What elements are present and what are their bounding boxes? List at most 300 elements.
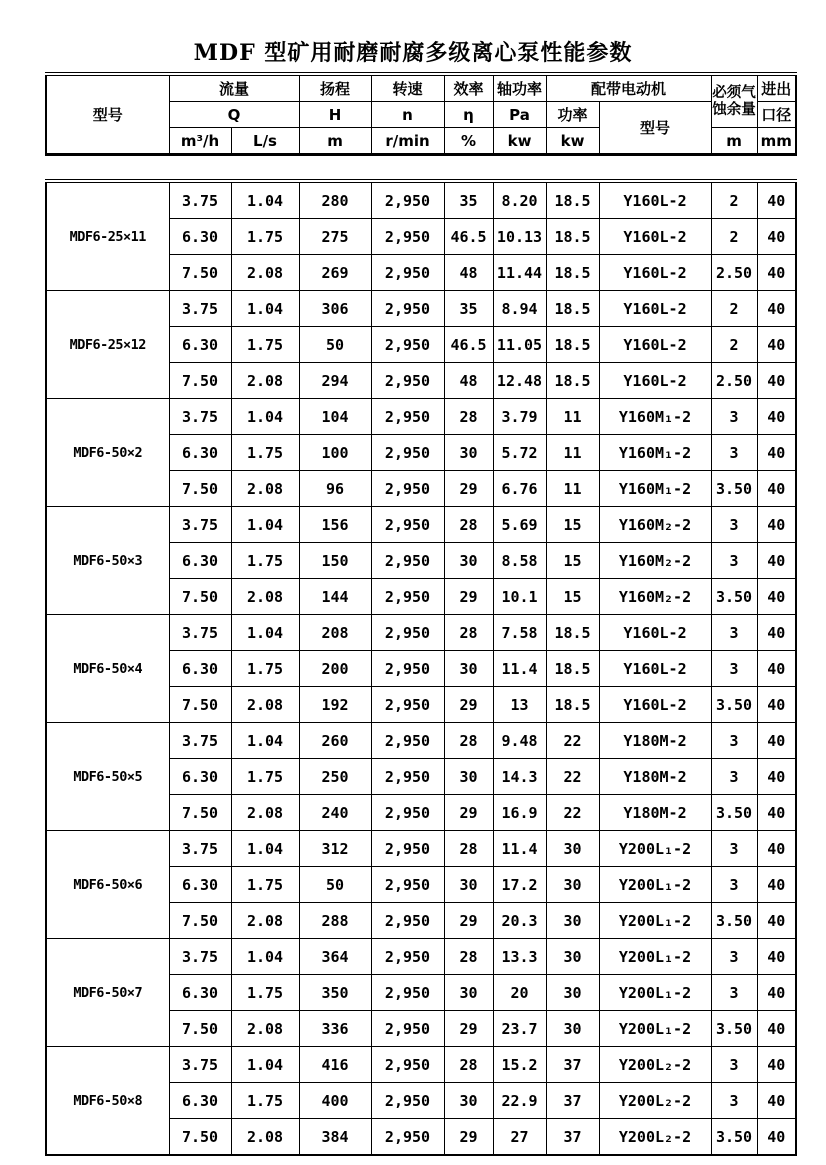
data-cell: Y200L₁-2	[599, 903, 711, 939]
data-cell: 2,950	[371, 1119, 444, 1156]
data-cell: 30	[546, 867, 599, 903]
pump-model-cell: MDF6-50×6	[46, 831, 169, 939]
data-cell: 336	[299, 1011, 371, 1047]
data-cell: 384	[299, 1119, 371, 1156]
data-cell: 28	[444, 615, 493, 651]
data-cell: Y200L₁-2	[599, 1011, 711, 1047]
data-cell: Y160M₁-2	[599, 435, 711, 471]
pump-model-cell: MDF6-50×2	[46, 399, 169, 507]
data-cell: Y160L-2	[599, 327, 711, 363]
data-cell: 40	[757, 795, 796, 831]
data-cell: 3.50	[711, 1011, 757, 1047]
header-efficiency-symbol: η	[444, 102, 493, 128]
data-cell: 2,950	[371, 291, 444, 327]
data-cell: 3.75	[169, 939, 231, 975]
data-cell: Y160M₂-2	[599, 507, 711, 543]
data-cell: 40	[757, 255, 796, 291]
data-cell: 5.72	[493, 435, 546, 471]
data-cell: Y160L-2	[599, 687, 711, 723]
data-cell: 306	[299, 291, 371, 327]
data-cell: 2.08	[231, 471, 299, 507]
data-cell: 2.08	[231, 903, 299, 939]
data-cell: 40	[757, 543, 796, 579]
data-cell: Y200L₁-2	[599, 975, 711, 1011]
data-cell: Y160L-2	[599, 651, 711, 687]
data-cell: 3	[711, 399, 757, 435]
data-cell: 3	[711, 1047, 757, 1083]
data-cell: 18.5	[546, 255, 599, 291]
data-cell: 2	[711, 327, 757, 363]
data-cell: 294	[299, 363, 371, 399]
data-cell: 7.50	[169, 255, 231, 291]
pump-model-cell: MDF6-50×5	[46, 723, 169, 831]
table-row	[46, 1047, 796, 1083]
data-cell: 3.75	[169, 291, 231, 327]
data-cell: 5.69	[493, 507, 546, 543]
data-cell: 30	[546, 903, 599, 939]
data-cell: 40	[757, 939, 796, 975]
data-cell: 7.50	[169, 1011, 231, 1047]
header-shaft-power-symbol: Pa	[493, 102, 546, 128]
data-cell: 28	[444, 939, 493, 975]
data-cell: 2.08	[231, 1011, 299, 1047]
data-cell: 2,950	[371, 651, 444, 687]
data-cell: 40	[757, 291, 796, 327]
data-cell: 3	[711, 507, 757, 543]
header-speed: 转速	[371, 74, 444, 102]
data-cell: 14.3	[493, 759, 546, 795]
data-cell: 1.75	[231, 543, 299, 579]
data-cell: 30	[546, 1011, 599, 1047]
data-cell: 17.2	[493, 867, 546, 903]
data-cell: 2,950	[371, 255, 444, 291]
data-cell: 200	[299, 651, 371, 687]
data-cell: 1.75	[231, 867, 299, 903]
data-cell: 11	[546, 471, 599, 507]
data-cell: 29	[444, 1119, 493, 1156]
data-cell: 12.48	[493, 363, 546, 399]
data-cell: 30	[444, 435, 493, 471]
data-cell: 30	[444, 1083, 493, 1119]
data-cell: 1.04	[231, 181, 299, 219]
data-cell: 2.08	[231, 579, 299, 615]
data-cell: 3.50	[711, 795, 757, 831]
data-cell: 29	[444, 795, 493, 831]
data-cell: 10.1	[493, 579, 546, 615]
data-cell: 104	[299, 399, 371, 435]
data-cell: 40	[757, 435, 796, 471]
data-cell: Y160L-2	[599, 219, 711, 255]
data-cell: 8.58	[493, 543, 546, 579]
data-cell: Y160L-2	[599, 363, 711, 399]
data-cell: 2,950	[371, 723, 444, 759]
data-cell: Y160M₁-2	[599, 471, 711, 507]
data-cell: 1.75	[231, 327, 299, 363]
table-row	[46, 291, 796, 327]
data-cell: 40	[757, 579, 796, 615]
data-cell: 7.50	[169, 1119, 231, 1156]
pump-model-cell: MDF6-50×3	[46, 507, 169, 615]
header-unit-m: m	[299, 128, 371, 155]
data-cell: 2.08	[231, 363, 299, 399]
data-cell: 1.04	[231, 507, 299, 543]
data-cell: 6.76	[493, 471, 546, 507]
data-cell: 22	[546, 723, 599, 759]
header-unit-kw-motor: kw	[546, 128, 599, 155]
data-cell: 7.58	[493, 615, 546, 651]
data-cell: 28	[444, 399, 493, 435]
data-cell: 1.04	[231, 615, 299, 651]
data-cell: 29	[444, 687, 493, 723]
data-cell: 40	[757, 1083, 796, 1119]
data-cell: 2.08	[231, 687, 299, 723]
header-flow-symbol: Q	[169, 102, 299, 128]
data-cell: 1.04	[231, 291, 299, 327]
data-cell: 2	[711, 219, 757, 255]
data-cell: Y200L₂-2	[599, 1119, 711, 1156]
data-cell: 7.50	[169, 903, 231, 939]
data-cell: 150	[299, 543, 371, 579]
data-cell: 3.79	[493, 399, 546, 435]
data-cell: 364	[299, 939, 371, 975]
data-cell: 1.75	[231, 759, 299, 795]
header-motor-power: 功率	[546, 102, 599, 128]
data-cell: 400	[299, 1083, 371, 1119]
data-cell: 20.3	[493, 903, 546, 939]
data-cell: 2,950	[371, 1083, 444, 1119]
data-cell: 2,950	[371, 1011, 444, 1047]
data-cell: 50	[299, 867, 371, 903]
data-cell: 8.20	[493, 181, 546, 219]
data-cell: 40	[757, 181, 796, 219]
data-cell: 6.30	[169, 1083, 231, 1119]
data-cell: 11	[546, 435, 599, 471]
data-cell: 29	[444, 579, 493, 615]
data-cell: 15.2	[493, 1047, 546, 1083]
data-cell: 15	[546, 507, 599, 543]
data-cell: 96	[299, 471, 371, 507]
data-cell: Y180M-2	[599, 759, 711, 795]
data-cell: 3.75	[169, 723, 231, 759]
data-cell: 3.75	[169, 831, 231, 867]
data-cell: 18.5	[546, 327, 599, 363]
header-flow: 流量	[169, 74, 299, 102]
data-cell: Y200L₂-2	[599, 1083, 711, 1119]
data-cell: 269	[299, 255, 371, 291]
pump-table-header	[45, 72, 797, 156]
data-cell: 29	[444, 1011, 493, 1047]
data-cell: 40	[757, 759, 796, 795]
data-cell: 416	[299, 1047, 371, 1083]
data-cell: Y160L-2	[599, 615, 711, 651]
data-cell: 2,950	[371, 579, 444, 615]
pump-model-cell: MDF6-50×8	[46, 1047, 169, 1156]
data-cell: 40	[757, 1011, 796, 1047]
header-npsh	[711, 74, 757, 128]
data-cell: 3.50	[711, 1119, 757, 1156]
data-cell: 40	[757, 327, 796, 363]
data-cell: 2,950	[371, 327, 444, 363]
data-cell: 3	[711, 435, 757, 471]
data-cell: 2,950	[371, 471, 444, 507]
data-cell: Y160M₂-2	[599, 579, 711, 615]
data-cell: 2	[711, 181, 757, 219]
data-cell: 2	[711, 291, 757, 327]
header-head: 扬程	[299, 74, 371, 102]
data-cell: 18.5	[546, 363, 599, 399]
data-cell: 3	[711, 831, 757, 867]
data-cell: 2,950	[371, 831, 444, 867]
data-cell: Y200L₁-2	[599, 831, 711, 867]
data-cell: 48	[444, 255, 493, 291]
data-cell: 3	[711, 939, 757, 975]
data-cell: 3	[711, 615, 757, 651]
data-cell: 1.04	[231, 723, 299, 759]
data-cell: 40	[757, 831, 796, 867]
header-unit-kw-shaft: kw	[493, 128, 546, 155]
data-cell: 37	[546, 1047, 599, 1083]
data-cell: 6.30	[169, 759, 231, 795]
header-port-line1: 进出	[757, 74, 796, 102]
header-unit-mm: mm	[757, 128, 796, 155]
header-model: 型号	[46, 74, 169, 155]
header-port-line2: 口径	[757, 102, 796, 128]
data-cell: 48	[444, 363, 493, 399]
header-unit-m3h: m³/h	[169, 128, 231, 155]
data-cell: 2,950	[371, 759, 444, 795]
data-cell: 40	[757, 363, 796, 399]
data-cell: 40	[757, 687, 796, 723]
data-cell: 2,950	[371, 219, 444, 255]
data-cell: 23.7	[493, 1011, 546, 1047]
data-cell: 40	[757, 651, 796, 687]
pump-model-cell: MDF6-25×12	[46, 291, 169, 399]
data-cell: 2,950	[371, 687, 444, 723]
data-cell: 30	[546, 831, 599, 867]
data-cell: 2.08	[231, 795, 299, 831]
data-cell: 16.9	[493, 795, 546, 831]
data-cell: 40	[757, 1119, 796, 1156]
data-cell: 1.04	[231, 939, 299, 975]
data-cell: 2.50	[711, 255, 757, 291]
data-cell: 3.50	[711, 903, 757, 939]
data-cell: 3	[711, 1083, 757, 1119]
data-cell: 192	[299, 687, 371, 723]
data-cell: Y160L-2	[599, 291, 711, 327]
data-cell: 30	[444, 975, 493, 1011]
data-cell: 9.48	[493, 723, 546, 759]
data-cell: 312	[299, 831, 371, 867]
data-cell: 2,950	[371, 181, 444, 219]
data-cell: 40	[757, 507, 796, 543]
pump-model-cell: MDF6-50×7	[46, 939, 169, 1047]
data-cell: Y160L-2	[599, 255, 711, 291]
data-cell: 18.5	[546, 651, 599, 687]
data-cell: Y180M-2	[599, 723, 711, 759]
header-unit-rmin: r/min	[371, 128, 444, 155]
data-cell: 350	[299, 975, 371, 1011]
data-cell: 11.4	[493, 651, 546, 687]
data-cell: 100	[299, 435, 371, 471]
header-head-symbol: H	[299, 102, 371, 128]
data-cell: 22	[546, 759, 599, 795]
data-cell: 28	[444, 723, 493, 759]
data-cell: 27	[493, 1119, 546, 1156]
table-row	[46, 181, 796, 219]
data-cell: 18.5	[546, 615, 599, 651]
data-cell: 40	[757, 615, 796, 651]
data-cell: 2,950	[371, 543, 444, 579]
data-cell: 6.30	[169, 651, 231, 687]
data-cell: 37	[546, 1119, 599, 1156]
data-cell: 3.50	[711, 687, 757, 723]
header-efficiency: 效率	[444, 74, 493, 102]
data-cell: 3	[711, 759, 757, 795]
data-cell: Y160M₂-2	[599, 543, 711, 579]
header-unit-percent: %	[444, 128, 493, 155]
data-cell: 6.30	[169, 435, 231, 471]
data-cell: 1.04	[231, 831, 299, 867]
data-cell: 3	[711, 723, 757, 759]
data-cell: 260	[299, 723, 371, 759]
data-cell: 15	[546, 543, 599, 579]
data-cell: 6.30	[169, 867, 231, 903]
data-cell: 1.75	[231, 435, 299, 471]
data-cell: 6.30	[169, 543, 231, 579]
data-cell: 2.50	[711, 363, 757, 399]
data-cell: 2.08	[231, 255, 299, 291]
data-cell: 1.75	[231, 651, 299, 687]
data-cell: 2,950	[371, 903, 444, 939]
header-motor-model: 型号	[599, 102, 711, 155]
data-cell: 1.04	[231, 399, 299, 435]
data-cell: 3.75	[169, 507, 231, 543]
data-cell: 3.50	[711, 471, 757, 507]
data-cell: 15	[546, 579, 599, 615]
data-cell: 3	[711, 651, 757, 687]
table-row	[46, 507, 796, 543]
data-cell: 11.4	[493, 831, 546, 867]
data-cell: 275	[299, 219, 371, 255]
data-cell: 7.50	[169, 579, 231, 615]
data-cell: 6.30	[169, 219, 231, 255]
data-cell: Y200L₂-2	[599, 1047, 711, 1083]
data-cell: 3	[711, 975, 757, 1011]
data-cell: 1.04	[231, 1047, 299, 1083]
data-cell: 1.75	[231, 1083, 299, 1119]
data-cell: 7.50	[169, 795, 231, 831]
table-row	[46, 831, 796, 867]
header-unit-npsh-m: m	[711, 128, 757, 155]
header-npsh-line1: 必须气	[712, 84, 756, 101]
data-cell: 29	[444, 471, 493, 507]
data-cell: 3.75	[169, 1047, 231, 1083]
data-cell: 20	[493, 975, 546, 1011]
data-cell: 37	[546, 1083, 599, 1119]
pump-table-body	[46, 181, 796, 1155]
data-cell: 40	[757, 903, 796, 939]
data-cell: 30	[444, 543, 493, 579]
data-cell: 11	[546, 399, 599, 435]
data-cell: 240	[299, 795, 371, 831]
data-cell: 30	[444, 651, 493, 687]
data-cell: 3.75	[169, 399, 231, 435]
data-cell: 3.75	[169, 615, 231, 651]
pump-model-cell: MDF6-50×4	[46, 615, 169, 723]
data-cell: 280	[299, 181, 371, 219]
data-cell: 22.9	[493, 1083, 546, 1119]
data-cell: 28	[444, 507, 493, 543]
header-motor: 配带电动机	[546, 74, 711, 102]
data-cell: 2.08	[231, 1119, 299, 1156]
data-cell: 156	[299, 507, 371, 543]
data-cell: 18.5	[546, 181, 599, 219]
data-cell: 35	[444, 181, 493, 219]
data-cell: 2,950	[371, 507, 444, 543]
data-cell: 144	[299, 579, 371, 615]
data-cell: 2,950	[371, 867, 444, 903]
data-cell: 2,950	[371, 975, 444, 1011]
data-cell: 40	[757, 1047, 796, 1083]
data-cell: Y180M-2	[599, 795, 711, 831]
data-cell: 288	[299, 903, 371, 939]
data-cell: 18.5	[546, 291, 599, 327]
data-cell: 7.50	[169, 471, 231, 507]
data-cell: 2,950	[371, 795, 444, 831]
data-cell: 11.05	[493, 327, 546, 363]
data-cell: 8.94	[493, 291, 546, 327]
table-row	[46, 399, 796, 435]
data-cell: 250	[299, 759, 371, 795]
data-cell: 2,950	[371, 939, 444, 975]
data-cell: 2,950	[371, 615, 444, 651]
data-cell: Y160L-2	[599, 181, 711, 219]
data-cell: 40	[757, 867, 796, 903]
data-cell: 2,950	[371, 399, 444, 435]
data-cell: 3.75	[169, 181, 231, 219]
data-cell: 2,950	[371, 363, 444, 399]
data-cell: 28	[444, 1047, 493, 1083]
data-cell: 3.50	[711, 579, 757, 615]
data-cell: 29	[444, 903, 493, 939]
data-cell: 40	[757, 471, 796, 507]
data-cell: 2,950	[371, 435, 444, 471]
data-cell: 18.5	[546, 219, 599, 255]
header-speed-symbol: n	[371, 102, 444, 128]
data-cell: 7.50	[169, 687, 231, 723]
data-cell: 208	[299, 615, 371, 651]
data-cell: 11.44	[493, 255, 546, 291]
header-unit-ls: L/s	[231, 128, 299, 155]
data-cell: Y160M₁-2	[599, 399, 711, 435]
data-cell: 2,950	[371, 1047, 444, 1083]
data-cell: Y200L₁-2	[599, 939, 711, 975]
page-title: MDF 型矿用耐磨耐腐多级离心泵性能参数	[193, 40, 633, 66]
pump-table	[45, 179, 797, 1156]
data-cell: 30	[546, 975, 599, 1011]
data-cell: 40	[757, 399, 796, 435]
data-cell: Y200L₁-2	[599, 867, 711, 903]
data-cell: 30	[444, 759, 493, 795]
data-cell: 35	[444, 291, 493, 327]
data-cell: 3	[711, 867, 757, 903]
data-cell: 10.13	[493, 219, 546, 255]
table-row	[46, 615, 796, 651]
data-cell: 30	[444, 867, 493, 903]
data-cell: 13.3	[493, 939, 546, 975]
data-cell: 30	[546, 939, 599, 975]
data-cell: 40	[757, 975, 796, 1011]
